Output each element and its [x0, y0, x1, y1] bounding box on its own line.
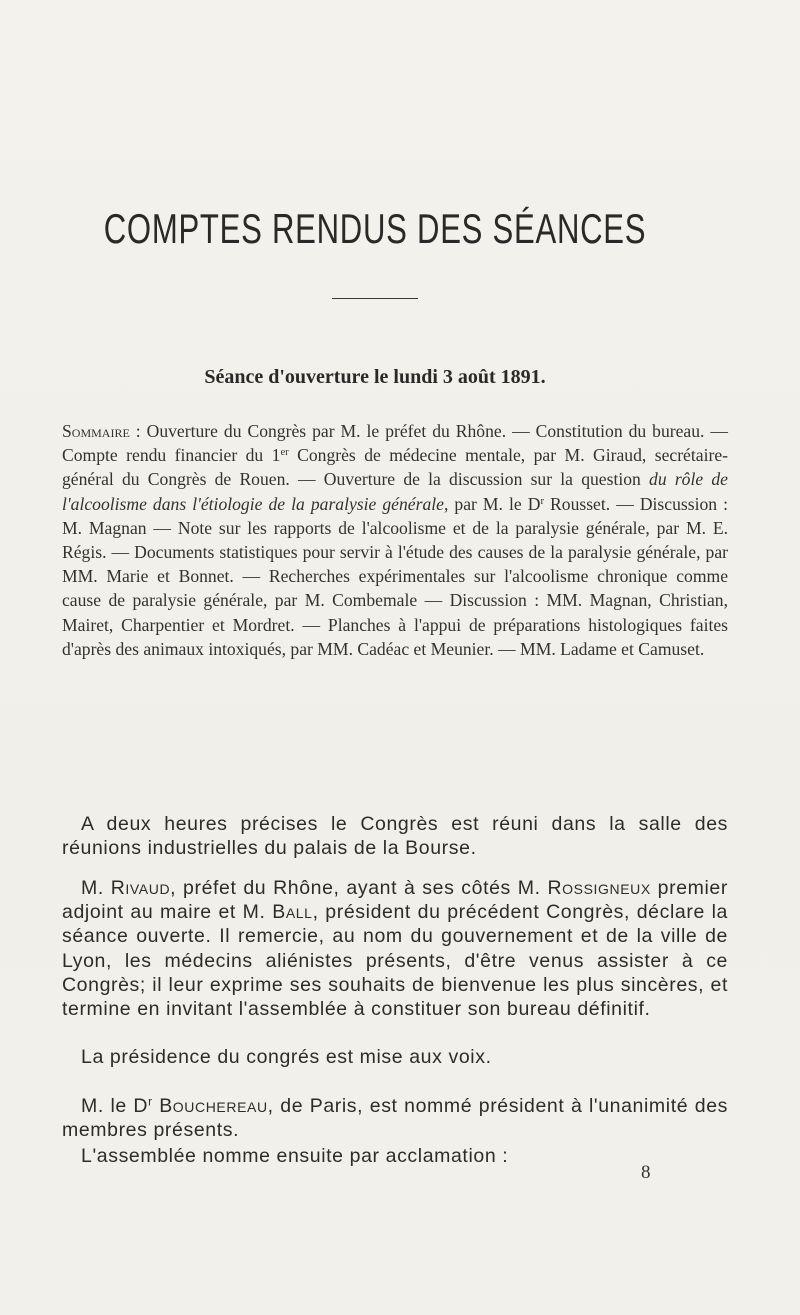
summary-italic-question: du rôle de l'alcoolisme dans l'étiologie de la paralysie générale [62, 469, 728, 514]
body-paragraph-4 [62, 1094, 728, 1142]
summary-paragraph [62, 419, 728, 661]
body-text: , de Paris, est nommé président à l'unanimité des membres présents. [62, 1095, 728, 1142]
superscript: er [280, 447, 289, 459]
body-text: M. le D [81, 1095, 149, 1117]
summary-text: Rousset. — Discussion : M. Magnan — Note sur les rapports de l'alcoolisme et de la paralysie générale, par M. E. Régis. — Documents statistiques pour servir à l'étude des causes de la paralysie générale, par MM. Marie et Bonnet. — Recherches expérimentales sur l'alcoolisme chronique comme cause de paralysie générale, par M. Combemale — Discussion : MM. Magnan, Christian, Mairet, Charpentier et Mordret. — Planches à l'appui de préparations histologiques faites d'après des animaux intoxiqués, par MM. Cadéac et Meunier. — MM. Ladame et Camuset. [62, 493, 729, 659]
person-name: Ball [272, 901, 313, 924]
body-paragraph-1: A deux heures précises le Congrès est réuni dans la salle des réunions industrielles du palais de la Bourse. [62, 813, 728, 860]
page-number: 8 [641, 1162, 651, 1183]
superscript: r [148, 1095, 153, 1109]
body-paragraph-3: La présidence du congrés est mise aux voix. [81, 1046, 492, 1068]
body-paragraph-2 [62, 876, 728, 1021]
body-text: , préfet du Rhône, ayant à ses côtés M. [170, 877, 548, 899]
summary-text: : Ouverture du Congrès par M. le préfet du Rhône. — Constitution du bureau. — Compte rendu financier du 1 [62, 421, 728, 466]
page-title: COMPTES RENDUS DES SÉANCES [103, 205, 647, 252]
person-name: Rivaud [110, 877, 171, 899]
person-name: Bouchereau [159, 1095, 268, 1117]
summary-text: Congrès de médecine mentale, par M. Giraud, secrétaire-général du Congrès de Rouen. — Ouverture de la discussion sur la question [62, 445, 728, 490]
title-divider [332, 298, 418, 299]
body-text: , président du précédent Congrès, déclare la séance ouverte. Il remercie, au nom du gouvernement et de la ville de Lyon, les médecins aliénistes présents, d'être venus assister à ce Congrès; il leur exprime ses souhaits de bienvenue les plus sincères, et termine en invitant l'assemblée à constituer son bureau définitif. [62, 901, 728, 1021]
session-heading: Séance d'ouverture le lundi 3 août 1891. [204, 366, 546, 388]
superscript: r [540, 495, 544, 507]
body-paragraph-5: L'assemblée nomme ensuite par acclamation : [81, 1145, 509, 1167]
summary-label: Sommaire [62, 421, 130, 441]
summary-text: , par M. le D [443, 493, 541, 514]
body-text: M. [81, 877, 111, 899]
person-name: Rossigneux [547, 877, 651, 899]
body-text: premier adjoint au maire et M. [62, 877, 728, 924]
